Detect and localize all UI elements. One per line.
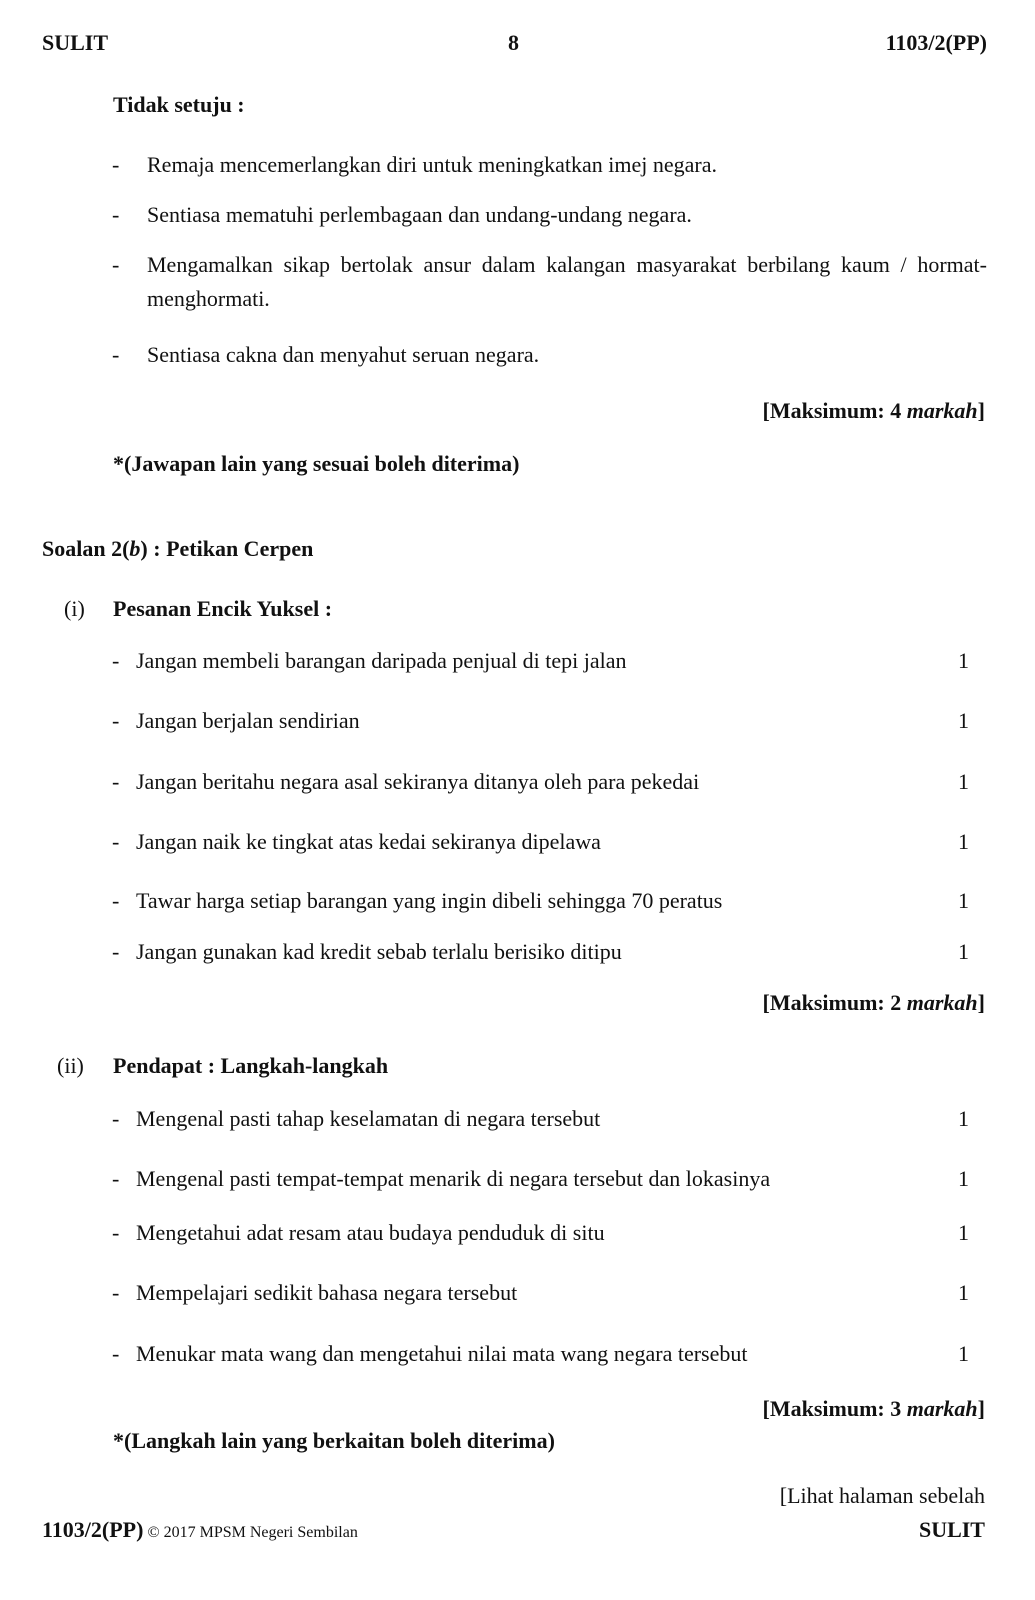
footer-sulit: SULIT [918,1517,985,1542]
question-italic: b [129,536,141,561]
question-heading [42,536,313,562]
mark-value: 1 [958,1106,969,1131]
max-marks-italic: markah [906,398,978,423]
question-suffix: ) : Petikan Cerpen [140,536,314,561]
dash-bullet: - [112,829,120,854]
max-marks-italic: markah [906,1396,978,1421]
list-item-text: Menukar mata wang dan mengetahui nilai mata wang negara tersebut [136,1341,748,1366]
section-title: Tidak setuju : [113,92,245,117]
footer-left [42,1517,358,1543]
question-prefix: Soalan 2( [42,536,130,561]
mark-value: 1 [958,939,969,964]
dash-bullet: - [112,1106,120,1131]
max-marks [763,990,985,1016]
footer-code: 1103/2(PP) [42,1517,144,1542]
max-marks-suffix: ] [977,990,985,1015]
list-item-text: Mengetahui adat resam atau budaya penduduk di situ [136,1220,605,1245]
mark-value: 1 [958,708,969,733]
max-marks-prefix: [Maksimum: 3 [762,1396,907,1421]
list-item-text: Jangan beritahu negara asal sekiranya ditanya oleh para pekedai [136,769,700,794]
list-item-text: Remaja mencemerlangkan diri untuk meningkatkan imej negara. [147,152,717,177]
part-number: (i) [64,596,85,621]
note: *(Jawapan lain yang sesuai boleh diterima) [113,451,520,476]
max-marks-italic: markah [906,990,978,1015]
list-item-text-wrapped: Mengamalkan sikap bertolak ansur dalam kalangan masyarakat berbilang kaum / hormat-menghormati. [147,252,987,311]
mark-value: 1 [958,888,969,913]
max-marks [763,398,985,424]
header-left: SULIT [42,30,109,55]
max-marks [763,1396,985,1422]
list-item-text: Mempelajari sedikit bahasa negara tersebut [136,1280,518,1305]
mark-value: 1 [958,1220,969,1245]
dash-bullet: - [112,708,120,733]
list-item-text: Tawar harga setiap barangan yang ingin dibeli sehingga 70 peratus [136,888,723,913]
dash-bullet: - [112,769,120,794]
note: *(Langkah lain yang berkaitan boleh diterima) [113,1428,555,1453]
dash-bullet: - [112,202,120,227]
page-number: 8 [508,30,519,55]
dash-bullet: - [112,1166,120,1191]
dash-bullet: - [112,252,120,277]
dash-bullet: - [112,1220,120,1245]
mark-value: 1 [958,1166,969,1191]
list-item-text: Jangan gunakan kad kredit sebab terlalu berisiko ditipu [136,939,622,964]
header-right: 1103/2(PP) [885,30,987,55]
max-marks-suffix: ] [977,398,985,423]
max-marks-prefix: [Maksimum: 4 [762,398,907,423]
list-item-text: Mengenal pasti tahap keselamatan di negara tersebut [136,1106,601,1131]
list-item-text: Mengenal pasti tempat-tempat menarik di negara tersebut dan lokasinya [136,1166,771,1191]
mark-value: 1 [958,1341,969,1366]
part-title: Pendapat : Langkah-langkah [113,1053,389,1078]
next-page-note: [Lihat halaman sebelah [779,1483,985,1508]
dash-bullet: - [112,648,120,673]
max-marks-suffix: ] [977,1396,985,1421]
mark-value: 1 [958,1280,969,1305]
dash-bullet: - [112,342,120,367]
footer-copyright: © 2017 MPSM Negeri Sembilan [147,1524,358,1541]
dash-bullet: - [112,1341,120,1366]
dash-bullet: - [112,888,120,913]
list-item-text: Sentiasa mematuhi perlembagaan dan undang-undang negara. [147,202,692,227]
list-item-text: Jangan naik ke tingkat atas kedai sekiranya dipelawa [136,829,601,854]
list-item-text: Jangan berjalan sendirian [136,708,360,733]
list-item-text: Sentiasa cakna dan menyahut seruan negara. [147,342,540,367]
dash-bullet: - [112,1280,120,1305]
part-number: (ii) [57,1053,84,1078]
part-title: Pesanan Encik Yuksel : [113,596,333,621]
dash-bullet: - [112,939,120,964]
mark-value: 1 [958,829,969,854]
mark-value: 1 [958,769,969,794]
list-item-text: Jangan membeli barangan daripada penjual di tepi jalan [136,648,627,673]
max-marks-prefix: [Maksimum: 2 [762,990,907,1015]
dash-bullet: - [112,152,120,177]
mark-value: 1 [958,648,969,673]
